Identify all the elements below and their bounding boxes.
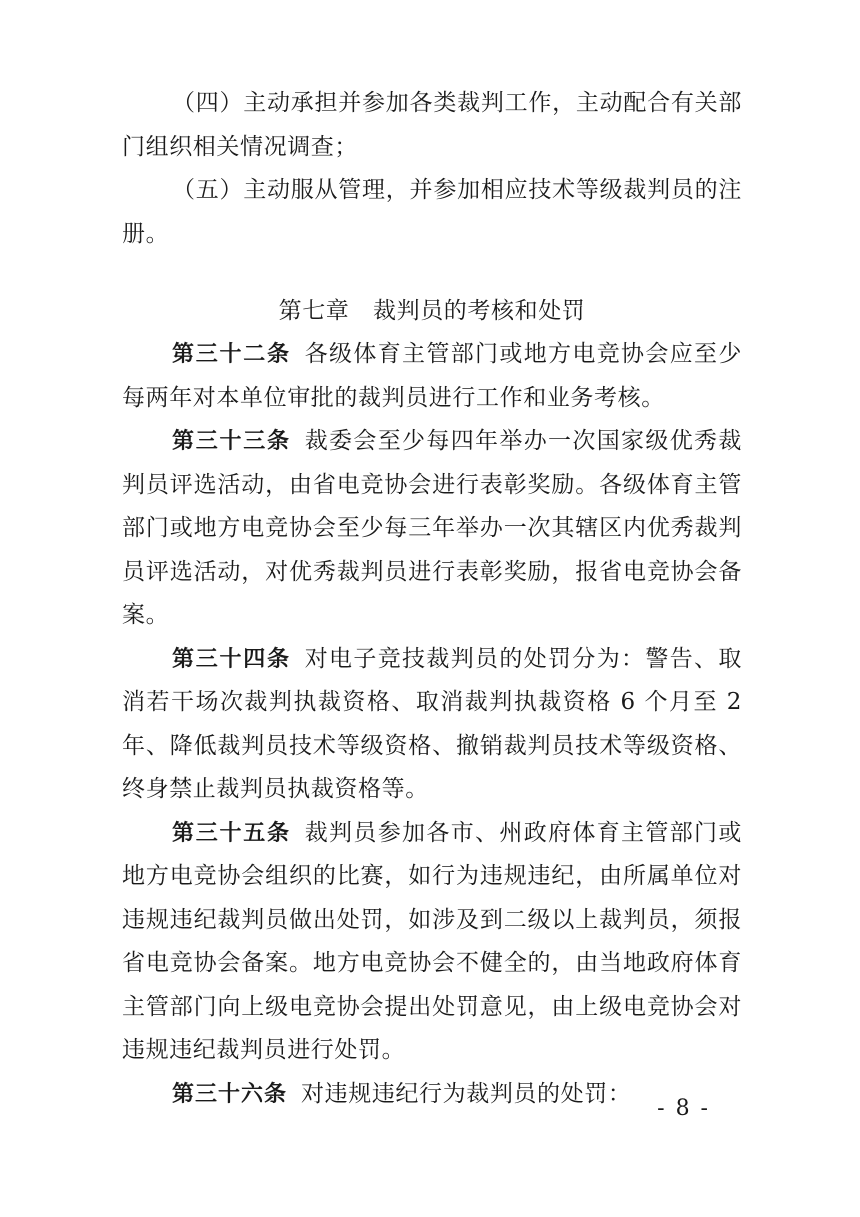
article-text: 对电子竞技裁判员的处罚分为：警告、取消若干场次裁判执裁资格、取消裁判执裁资格 6 个月至 2 年、降低裁判员技术等级资格、撤销裁判员技术等级资格、终身禁止裁判员执裁资格等。 xyxy=(122,645,742,802)
article-36 xyxy=(122,1073,742,1117)
top-paragraphs xyxy=(122,82,742,256)
chapter-title: 第七章 裁判员的考核和处罚 xyxy=(278,298,586,324)
article-number: 第三十四条 xyxy=(172,646,291,672)
article-34 xyxy=(122,638,742,812)
article-number: 第三十六条 xyxy=(172,1081,288,1107)
page-number: - 8 - xyxy=(657,1096,710,1121)
paragraph-item-4: （四）主动承担并参加各类裁判工作，主动配合有关部门组织相关情况调查； xyxy=(122,90,742,160)
article-text: 裁委会至少每四年举办一次国家级优秀裁判员评选活动，由省电竞协会进行表彰奖励。各级体育主管部门或地方电竞协会至少每三年举办一次其辖区内优秀裁判员评选活动，对优秀裁判员进行表彰奖励，报省电竞协会备案。 xyxy=(122,428,742,628)
article-number: 第三十三条 xyxy=(172,429,291,454)
article-number: 第三十二条 xyxy=(172,342,291,367)
article-number: 第三十五条 xyxy=(172,820,291,846)
article-33 xyxy=(122,420,742,638)
article-32 xyxy=(122,333,742,420)
articles xyxy=(122,333,742,1116)
article-text: 对违规违纪行为裁判员的处罚： xyxy=(301,1080,632,1107)
article-text: 各级体育主管部门或地方电竞协会应至少每两年对本单位审批的裁判员进行工作和业务考核。 xyxy=(122,341,742,411)
chapter-section xyxy=(122,290,742,334)
article-35 xyxy=(122,812,742,1073)
paragraph-item-5: （五）主动服从管理，并参加相应技术等级裁判员的注册。 xyxy=(122,177,742,247)
article-text: 裁判员参加各市、州政府体育主管部门或地方电竞协会组织的比赛，如行为违规违纪，由所属单位对违规违纪裁判员做出处罚，如涉及到二级以上裁判员，须报省电竞协会备案。地方电竞协会不健全的，由当地政府体育主管部门向上级电竞协会提出处罚意见，由上级电竞协会对违规违纪裁判员进行处罚。 xyxy=(122,819,742,1063)
